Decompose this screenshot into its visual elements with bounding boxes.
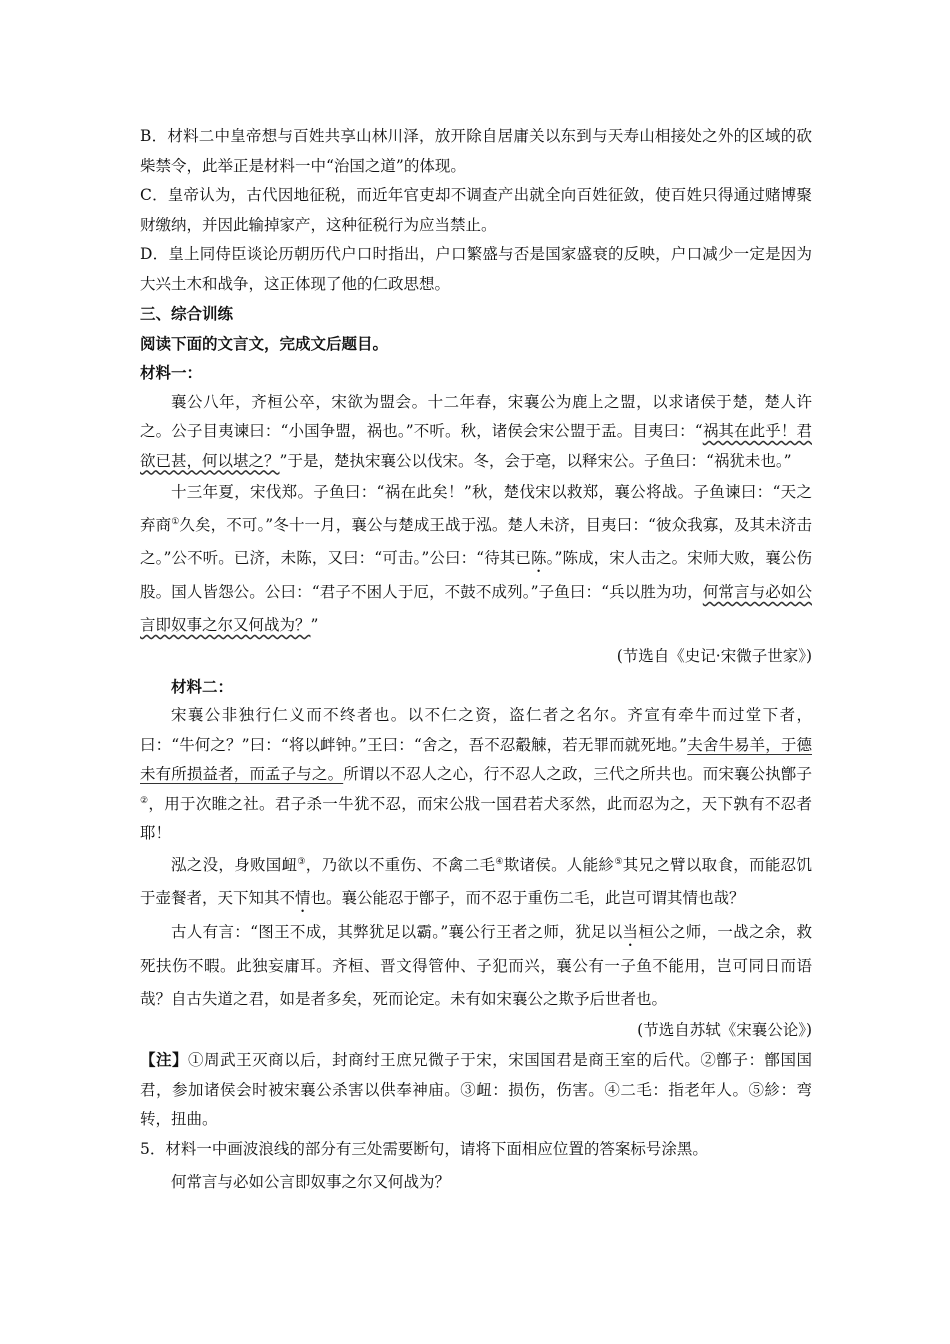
footnote-marker: ①	[171, 516, 180, 527]
material-2-label: 材料二：	[171, 676, 234, 696]
text-run: 所谓以不忍人之心，行不忍人之政，三代之所共也。而宋襄公执鄫子	[343, 765, 812, 783]
emphasis-dot-char: 当	[622, 922, 639, 941]
option-d: D．皇上同侍臣谈论历朝历代户口时指出，户口繁盛与否是国家盛衰的反映，户口减少一定是因为大兴土木和战争，这正体现了他的仁政思想。	[140, 245, 812, 293]
material-2-source: (节选自苏轼《宋襄公论》)	[637, 1020, 812, 1039]
footnote-marker: ④	[495, 856, 504, 867]
question-5: 5．材料一中画波浪线的部分有三处需要断句，请将下面相应位置的答案标号涂黑。	[140, 1139, 708, 1158]
text-run: 。”陈成，宋人击之。宋师大败，襄公伤股。国人皆怨公。公曰：“君子不困人于厄，不鼓不成列。”子鱼曰：“兵以胜为功，	[140, 549, 812, 601]
instruction: 阅读下面的文言文，完成文后题目。	[140, 333, 389, 353]
material-2-paragraph-2	[140, 849, 812, 916]
text-run: 十三年夏，宋伐郑。子鱼曰：“祸在此矣！”秋，楚伐宋以救郑，襄公将战。子鱼谏曰：“天之弃商	[140, 483, 812, 534]
underlined-sentence: 夫舍牛易羊，于德未有所损益者，而孟子与之。	[140, 735, 812, 783]
material-1-paragraph-2	[140, 476, 812, 642]
material-2-paragraph-1	[140, 701, 812, 849]
text-run: 泓之没，身败国衄	[171, 855, 298, 874]
footnote-marker: ②	[140, 795, 149, 806]
material-1-source: (节选自《史记·宋微子世家》)	[616, 647, 812, 665]
text-run: ，用于次睢之社。君子杀一牛犹不忍，而宋公戕一国君若犬豕然，此而忍为之，天下孰有不忍者耶！	[140, 794, 812, 842]
material-1-paragraph-1	[140, 388, 812, 477]
text-run: ”于是，楚执宋襄公以伐宋。冬，会于亳，以释宋公。子鱼曰：“祸犹未也。”	[279, 451, 792, 470]
note-mark: 【注】	[140, 1050, 189, 1069]
text-run: 宋襄公非独行仁义而不终者也。以不仁之资，盗仁者之名尔。齐宣有牵牛而过堂下者，曰：“牛何之？”曰：“将以衅钟。”王曰：“舍之，吾不忍觳觫，若无罪而就死地。”	[140, 706, 812, 754]
text-run: 欺诸侯。人能紾	[503, 855, 615, 874]
material-2-paragraph-3	[140, 916, 812, 1016]
footnote-marker: ⑤	[614, 856, 623, 867]
text-run: 其兄之臂以取食，而能忍饥于壶餐者，天下知其不	[140, 855, 812, 907]
annotation-note	[140, 1045, 812, 1135]
option-b: B．材料二中皇帝想与百姓共享山林川泽，放开除自居庸关以东到与天寿山相接处之外的区域的砍柴禁令，此举正是材料一中“治国之道”的体现。	[140, 127, 812, 175]
emphasis-dot-char: 陈	[531, 549, 547, 567]
section-title: 三、综合训练	[140, 304, 234, 323]
emphasis-dot-char: 情	[295, 888, 311, 907]
text-run: ”	[310, 616, 319, 634]
text-run: 桓公之师，一战之余，救死扶伤不暇。此独妄庸耳。齐桓、晋文得管仲、子犯而兴，襄公有一子鱼不能用，岂可同日而语哉？自古失道之君，如是者多矣，死而论定。未有如宋襄公之欺予后世者也。	[140, 922, 812, 1008]
wavy-underlined-sentence: 何常言与必如公言即奴事之尔又何战为？	[140, 583, 812, 634]
text-run: 古人有言：“图王不成，其弊犹足以霸。”襄公行王者之师，犹足以	[171, 922, 623, 941]
text-run: ，乃欲以不重伤、不禽二毛	[305, 855, 496, 874]
text-run: 也。襄公能忍于鄫子，而不忍于重伤二毛，此岂可谓其情也哉？	[310, 888, 745, 907]
question-5-sentence: 何常言与必如公言即奴事之尔又何战为？	[171, 1173, 451, 1191]
wavy-underlined-text: 祸其在此乎！君欲已甚，何以堪之？	[140, 422, 812, 470]
option-c: C．皇帝认为，古代因地征税，而近年官吏却不调查产出就全向百姓征敛，使百姓只得通过赌博聚财缴纳，并因此输掉家产，这种征税行为应当禁止。	[140, 186, 812, 234]
note-text: ①周武王灭商以后，封商纣王庶兄微子于宋，宋国国君是商王室的后代。②鄫子：鄫国国君，参加诸侯会时被宋襄公杀害以供奉神庙。③衄：损伤，伤害。④二毛：指老年人。⑤紾：弯转，扭曲。	[140, 1051, 812, 1128]
text-run: 久矣，不可。”冬十一月，襄公与楚成王战于泓。楚人未济，目夷曰：“彼众我寡，及其未济击之。”公不听。已济，未陈，又曰：“可击。”公曰：“待其已	[140, 516, 812, 567]
material-1-label: 材料一：	[140, 363, 203, 382]
text-run: 襄公八年，齐桓公卒，宋欲为盟会。十二年春，宋襄公为鹿上之盟，以求诸侯于楚，楚人许之。公子目夷谏曰：“小国争盟，祸也。”不听。秋，诸侯会宋公盟于盂。目夷曰：“	[140, 392, 812, 440]
footnote-marker: ③	[297, 856, 306, 867]
